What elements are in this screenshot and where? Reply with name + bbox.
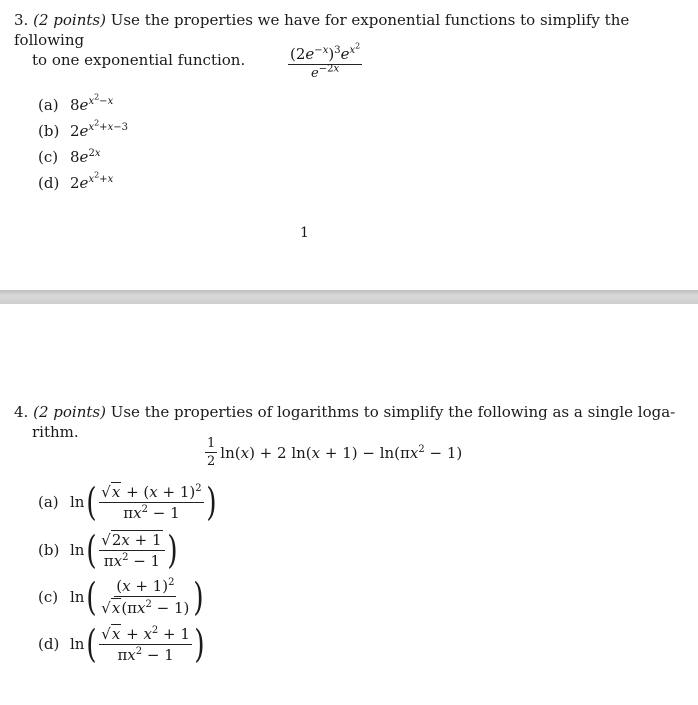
question-4-option-b[interactable]: (b) ln ( √ 2x + 1 $\pi x^2 - 1$ )	[38, 528, 178, 572]
option-label: (c)	[38, 588, 59, 606]
question-3-line1: Use the properties we have for exponential functions to simplify the following	[14, 11, 630, 49]
question-3-line2: to one exponential function.	[32, 51, 246, 69]
question-4-line2: rithm.	[32, 423, 79, 441]
question-3-expression: $\frac{(2e^{-x})^3e^{x^2}}{e^{-2x}}$	[290, 41, 361, 81]
question-4-line1: Use the properties of logarithms to simplify the following as a single loga-	[110, 403, 676, 421]
question-3-option-d[interactable]: (d) $2e^{x^2+x}$	[38, 170, 114, 192]
question-4-option-d[interactable]: (d) ln ( √ x + $x^2 + 1$ $\pi x^2 - 1$ )	[38, 622, 205, 666]
option-label: (a)	[38, 96, 59, 114]
question-4-points: (2 points)	[33, 403, 106, 421]
question-3-option-b[interactable]: (b) $2e^{x^2+x-3}$	[38, 118, 128, 140]
option-label: (d)	[38, 174, 60, 192]
question-4-option-c[interactable]: (c) ln ( $(x + 1)^2$ √ x $(\pi x^2 - 1)$ )	[38, 575, 204, 619]
option-label: (d)	[38, 635, 60, 653]
question-4-option-a[interactable]: (a) ln ( √ x + $(x + 1)^2$ $\pi x^2 - 1$ )	[38, 480, 217, 524]
question-3-number: 3.	[14, 11, 29, 29]
option-label: (b)	[38, 541, 60, 559]
page-2	[0, 304, 698, 705]
page-separator	[0, 290, 698, 304]
question-3-option-a[interactable]: (a) $8e^{x^2-x}$	[38, 92, 114, 114]
page-1	[0, 0, 698, 290]
question-4-expression: $\frac{1}{2}$ ln(x) + 2 $\ln(x + 1) - \ln(\pi x^2 - 1)$	[207, 436, 463, 469]
option-label: (c)	[38, 148, 59, 166]
question-3-option-c[interactable]: (c) $8e^{2x}$	[38, 148, 101, 166]
option-label: (a)	[38, 493, 59, 511]
option-label: (b)	[38, 122, 60, 140]
question-4-number: 4.	[14, 403, 29, 421]
question-3-points: (2 points)	[33, 11, 106, 29]
page-number: 1	[300, 225, 309, 241]
